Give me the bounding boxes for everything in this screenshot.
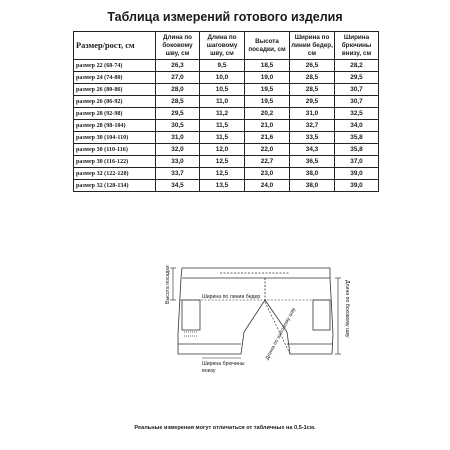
- table-row: [74, 96, 379, 108]
- measurement-cell: 37,0: [335, 156, 379, 168]
- measurement-cell: 12,5: [200, 156, 245, 168]
- measurement-cell: 29,5: [156, 108, 200, 120]
- table-header-row: [74, 32, 379, 60]
- table-row: [74, 132, 379, 144]
- measurement-cell: 28,5: [290, 72, 335, 84]
- label-hem-width-line1: Ширина брючины: [202, 361, 245, 367]
- size-cell: размер 22 (68-74): [74, 60, 156, 72]
- header-hip-width: Ширина по линии бедер, см: [290, 32, 335, 60]
- measurement-cell: 30,7: [335, 84, 379, 96]
- measurement-cell: 35,8: [335, 132, 379, 144]
- label-hip-width: Ширина по линии бедер: [202, 294, 261, 300]
- table-row: [74, 168, 379, 180]
- table-row: [74, 108, 379, 120]
- label-side-seam: Длина по боковому шву: [344, 280, 350, 338]
- table-row: [74, 120, 379, 132]
- measurement-cell: 33,7: [156, 168, 200, 180]
- header-rise: Высота посадки, см: [245, 32, 290, 60]
- label-rise: Высота посадки: [165, 265, 171, 304]
- table-body: [74, 60, 379, 192]
- measurement-cell: 12,0: [200, 144, 245, 156]
- measurement-table: [73, 31, 379, 192]
- measurement-cell: 27,0: [156, 72, 200, 84]
- table-row: [74, 144, 379, 156]
- measurement-cell: 32,0: [156, 144, 200, 156]
- measurement-cell: 13,5: [200, 180, 245, 192]
- measurement-cell: 21,0: [245, 120, 290, 132]
- header-side-seam: Длина по боковому шву, см: [156, 32, 200, 60]
- measurement-cell: 19,0: [245, 72, 290, 84]
- shorts-outline: [178, 268, 333, 354]
- size-cell: размер 32 (128-134): [74, 180, 156, 192]
- measurement-cell: 38,0: [290, 180, 335, 192]
- measurement-cell: 28,2: [335, 60, 379, 72]
- size-cell: размер 30 (110-116): [74, 144, 156, 156]
- measurement-cell: 11,5: [200, 120, 245, 132]
- size-cell: размер 30 (116-122): [74, 156, 156, 168]
- label-hem-width-line2: внизу: [202, 368, 216, 374]
- size-cell: размер 30 (104-110): [74, 132, 156, 144]
- header-size: Размер/рост, см: [74, 32, 156, 60]
- measurement-cell: 35,8: [335, 144, 379, 156]
- measurement-cell: 22,0: [245, 144, 290, 156]
- label-inseam: Длина по шаговому шву: [264, 306, 298, 361]
- table-row: [74, 72, 379, 84]
- measurement-cell: 23,0: [245, 168, 290, 180]
- table-row: [74, 60, 379, 72]
- measurement-cell: 9,5: [200, 60, 245, 72]
- table-title: Таблица измерений готового изделия: [107, 10, 343, 24]
- footer-note: Реальные измерения могут отличаться от табличных на 0,5-1см.: [134, 425, 316, 431]
- measurement-cell: 34,0: [335, 120, 379, 132]
- measurement-cell: 28,0: [156, 84, 200, 96]
- measurement-cell: 10,0: [200, 72, 245, 84]
- table-row: [74, 156, 379, 168]
- measurement-cell: 28,5: [290, 84, 335, 96]
- measurement-cell: 26,3: [156, 60, 200, 72]
- right-pocket: [313, 300, 330, 330]
- left-pocket: [182, 300, 200, 330]
- size-cell: размер 24 (74-80): [74, 72, 156, 84]
- header-hem-width: Ширина брючины внизу, см: [335, 32, 379, 60]
- shorts-diagram: [140, 262, 360, 402]
- measurement-cell: 19,5: [245, 84, 290, 96]
- measurement-cell: 22,7: [245, 156, 290, 168]
- measurement-cell: 39,0: [335, 180, 379, 192]
- measurement-cell: 38,0: [290, 168, 335, 180]
- measurement-cell: 36,5: [290, 156, 335, 168]
- size-cell: размер 28 (92-98): [74, 108, 156, 120]
- measurement-cell: 30,5: [156, 120, 200, 132]
- table-row: [74, 84, 379, 96]
- measurement-cell: 29,5: [290, 96, 335, 108]
- measurement-cell: 31,0: [156, 132, 200, 144]
- measurement-cell: 32,5: [335, 108, 379, 120]
- measurement-cell: 34,5: [156, 180, 200, 192]
- size-cell: размер 26 (80-86): [74, 84, 156, 96]
- measurement-cell: 30,7: [335, 96, 379, 108]
- measurement-cell: 11,5: [200, 132, 245, 144]
- size-cell: размер 28 (98-104): [74, 120, 156, 132]
- measurement-cell: 28,5: [156, 96, 200, 108]
- measurement-cell: 20,2: [245, 108, 290, 120]
- measurement-cell: 33,5: [290, 132, 335, 144]
- measurement-cell: 11,0: [200, 96, 245, 108]
- measurement-cell: 29,5: [335, 72, 379, 84]
- size-cell: размер 26 (86-92): [74, 96, 156, 108]
- size-cell: размер 32 (122-128): [74, 168, 156, 180]
- measurement-cell: 12,5: [200, 168, 245, 180]
- measurement-cell: 21,6: [245, 132, 290, 144]
- measurement-cell: 34,3: [290, 144, 335, 156]
- measurement-cell: 26,5: [290, 60, 335, 72]
- measurement-cell: 11,2: [200, 108, 245, 120]
- measurement-cell: 19,5: [245, 96, 290, 108]
- table-row: [74, 180, 379, 192]
- measurement-cell: 31,0: [290, 108, 335, 120]
- header-inseam: Длина по шаговому шву, см: [200, 32, 245, 60]
- measurement-cell: 18,5: [245, 60, 290, 72]
- measurement-cell: 39,0: [335, 168, 379, 180]
- measurement-cell: 33,0: [156, 156, 200, 168]
- measurement-cell: 24,0: [245, 180, 290, 192]
- measurement-cell: 10,5: [200, 84, 245, 96]
- measurement-cell: 32,7: [290, 120, 335, 132]
